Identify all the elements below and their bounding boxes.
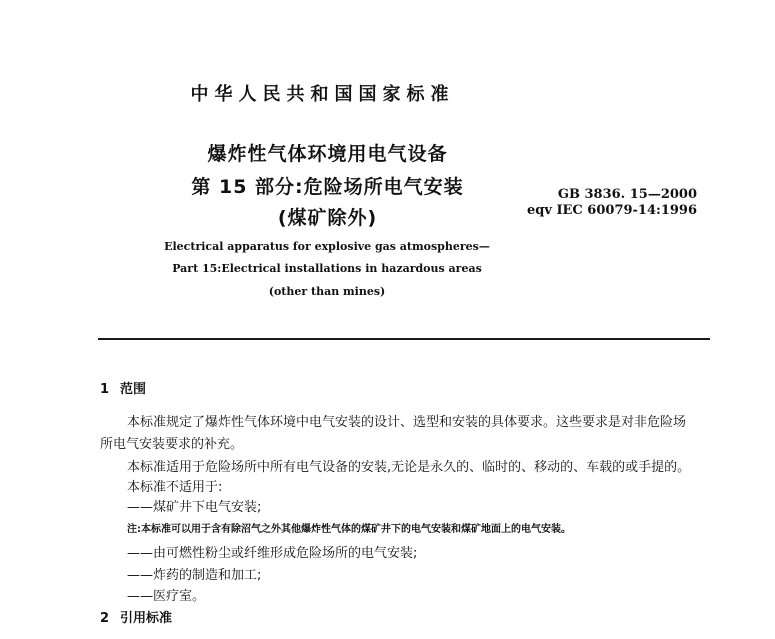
section-2-heading [100,607,172,626]
scope-paragraph-3: 本标准不适用于: [127,480,223,495]
section-1-title: 范围 [120,382,147,397]
scope-note: 注:本标准可以用于含有除沼气之外其他爆炸性气体的煤矿井下的电气安装和煤矿地面上的电气安装。 [127,524,571,535]
exclusion-item-3: ——炸药的制造和加工; [127,568,262,583]
scope-paragraph-1-line1: 本标准规定了爆炸性气体环境中电气安装的设计、选型和安装的具体要求。这些要求是对非危险场 [127,415,687,430]
section-1-heading [100,378,146,397]
exclusion-item-2: ——由可燃性粉尘或纤维形成危险场所的电气安装; [127,546,418,561]
scope-paragraph-2: 本标准适用于危险场所中所有电气设备的安装,无论是永久的、临时的、移动的、车载的或手提的。 [127,460,691,475]
title-zh-line1: 爆炸性气体环境用电气设备 [207,143,448,165]
title-zh-line2: 第 15 部分:危险场所电气安装 [191,176,464,198]
title-zh-line3: (煤矿除外) [277,207,378,229]
exclusion-item-4: ——医疗室。 [127,589,206,604]
section-2-number: 2 [100,611,110,626]
section-2-title: 引用标准 [120,611,173,626]
national-standard-header: 中华人民共和国国家标准 [190,84,455,105]
iec-equivalent-number: eqv IEC 60079-14:1996 [527,203,697,218]
exclusion-item-1: ——煤矿井下电气安装; [127,500,262,515]
title-en-line3: (other than mines) [268,285,386,298]
gb-standard-number: GB 3836. 15—2000 [557,187,697,202]
section-1-number: 1 [100,382,110,397]
title-divider [98,338,710,340]
title-en-line2: Part 15:Electrical installations in hazardous areas [172,262,482,275]
scope-paragraph-1-line2: 所电气安装要求的补充。 [100,437,244,452]
title-en-line1: Electrical apparatus for explosive gas atmospheres— [164,240,490,253]
